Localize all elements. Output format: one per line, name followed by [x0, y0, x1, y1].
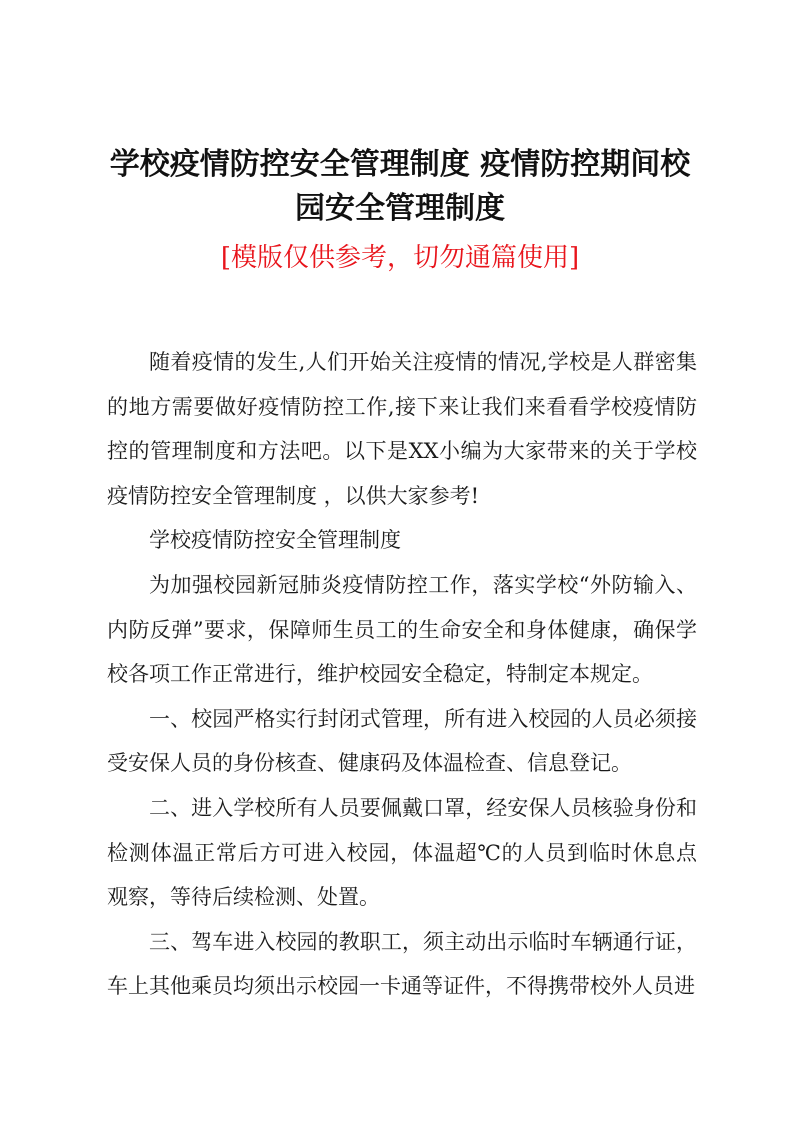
title-line-1: 学校疫情防控安全管理制度 疫情防控期间校	[109, 147, 691, 182]
paragraph-purpose: 为加强校园新冠肺炎疫情防控工作，落实学校“外防输入、内防反弹”要求，保障师生员工的生命安全和身体健康，确保学校各项工作正常进行，维护校园安全稳定，特制定本规定。	[107, 572, 697, 687]
paragraph-intro: 随着疫情的发生,人们开始关注疫情的情况,学校是人群密集的地方需要做好疫情防控工作,接下来让我们来看看学校疫情防控的管理制度和方法吧。以下是XX小编为大家带来的关于学校疫情防控安全管理制度 ，以供大家参考!	[107, 350, 697, 508]
paragraph-rule-2: 二、进入学校所有人员要佩戴口罩，经安保人员核验身份和检测体温正常后方可进入校园，体温超℃的人员到临时休息点观察，等待后续检测、处置。	[107, 795, 697, 910]
paragraph-heading: 学校疫情防控安全管理制度	[149, 528, 401, 553]
document-title	[100, 143, 700, 231]
document-body	[107, 340, 697, 1009]
paragraph-rule-1: 一、校园严格实行封闭式管理，所有进入校园的人员必须接受安保人员的身份核查、健康码及体温检查、信息登记。	[107, 706, 697, 776]
template-notice: [模版仅供参考，切勿通篇使用]	[220, 243, 580, 273]
title-line-2: 园安全管理制度	[295, 191, 505, 226]
paragraph-rule-3: 三、驾车进入校园的教职工，须主动出示临时车辆通行证，车上其他乘员均须出示校园一卡通等证件，不得携带校外人员进	[107, 929, 697, 999]
